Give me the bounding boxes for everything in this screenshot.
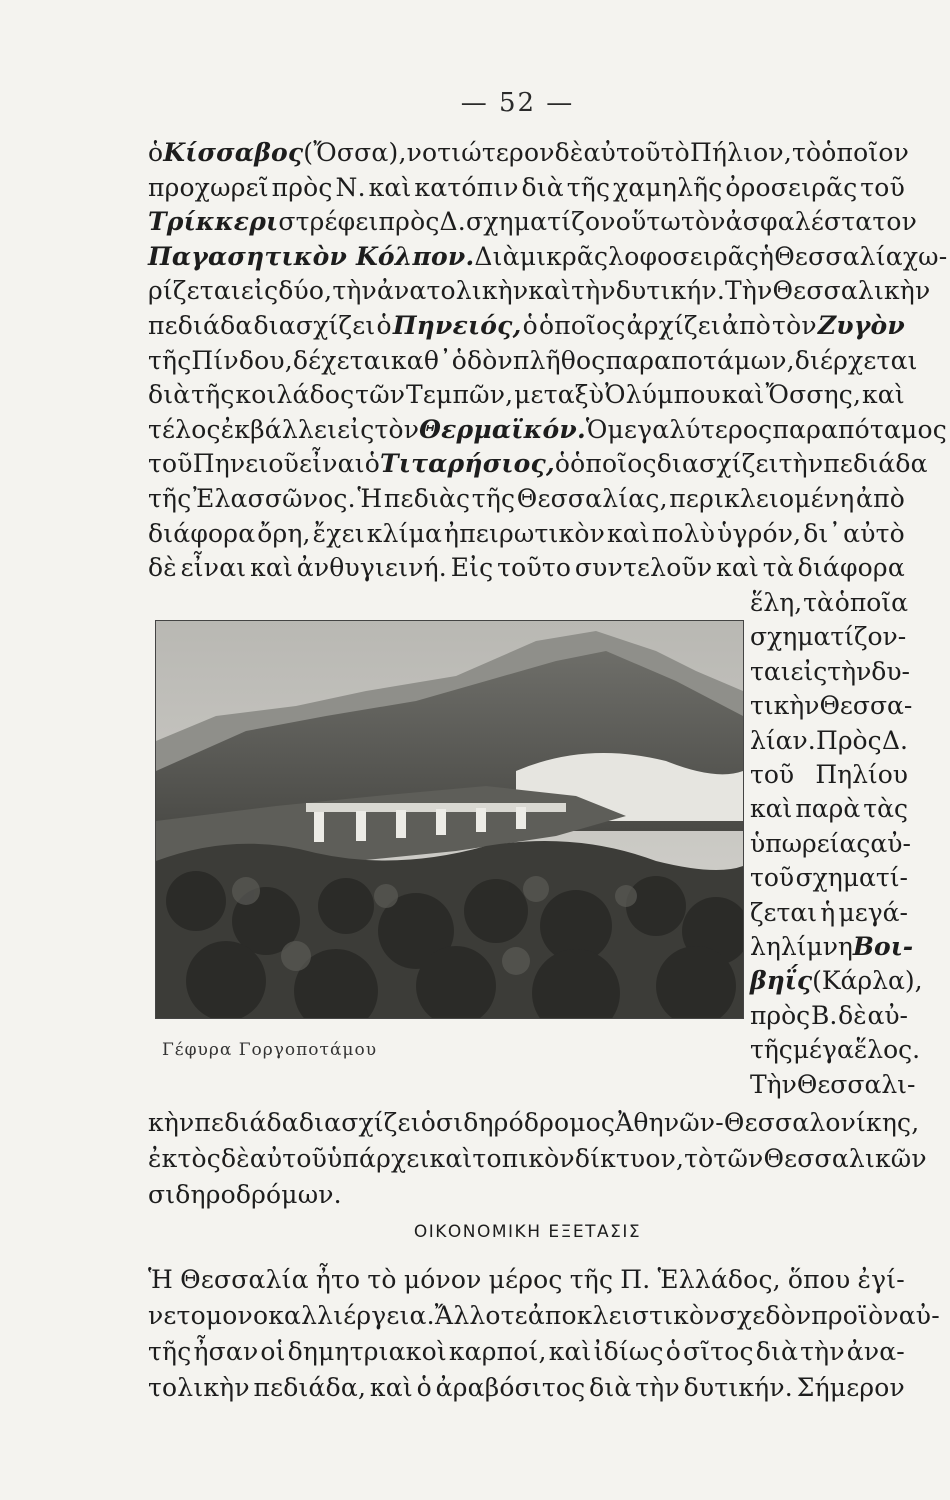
text-line [750, 620, 908, 654]
word: Ἑλλάδος, [657, 1265, 781, 1294]
word: Πίνδου, [191, 345, 293, 375]
word: σχεδὸν [719, 1301, 812, 1330]
word: δυτικήν. [615, 276, 726, 306]
word: προϊὸν [811, 1301, 899, 1330]
word: διὰ [589, 1373, 632, 1402]
word: Δ. [881, 725, 908, 755]
word: λίαν. [750, 725, 816, 755]
word: ἀραβόσιτος [435, 1373, 586, 1402]
text-line [750, 724, 908, 758]
word: (Κάρλα), [812, 966, 923, 996]
text-line [148, 1263, 905, 1297]
word: τῆς [191, 380, 235, 410]
word: ὁποῖον [821, 138, 910, 167]
word: ὁ [554, 449, 571, 479]
word: ὁ [364, 449, 380, 479]
word: διασχίζει [298, 1108, 421, 1137]
word: λίμνη [780, 932, 853, 961]
text-line [148, 171, 905, 205]
word: καὶ [861, 380, 905, 410]
word: Π. [620, 1265, 651, 1294]
word: πεδιάδα [194, 1108, 299, 1137]
word: τὴν [800, 1337, 845, 1366]
word: εἰς [240, 276, 279, 306]
word: τοπικὸν [472, 1144, 575, 1173]
word: καὶ [429, 1144, 473, 1173]
word: δὲ [554, 138, 584, 167]
word: αὐ- [870, 828, 911, 858]
word: καρποί, [448, 1337, 547, 1366]
emphasized-term: Τιταρήσιος, [379, 449, 555, 479]
word: καὶ [721, 380, 765, 410]
word: ἠπειρωτικὸν [444, 518, 605, 548]
word: καὶ [750, 794, 793, 824]
word: Ἡ [357, 484, 383, 513]
word: τὸν [680, 207, 726, 237]
word: τοῦ [148, 449, 193, 479]
text-line [148, 413, 947, 447]
word: ται [750, 656, 791, 686]
word: ἦσαν [193, 1337, 259, 1366]
word: ὁ [416, 1373, 432, 1402]
word: Ἀθηνῶν [615, 1108, 716, 1137]
word: Ν. [335, 172, 366, 202]
word: ἀνθυγιεινή. [296, 553, 447, 583]
word: ἀπὸ [856, 484, 905, 513]
word: ὁ [376, 311, 392, 340]
word: καὶ [528, 276, 572, 306]
word: ἀποκλειστικὸν [527, 1301, 720, 1330]
word: διὰ [148, 380, 191, 410]
emphasized-term: Ζυγὸν [817, 311, 905, 340]
word: μεγαλύτερος [607, 414, 773, 444]
word: τὸ [660, 138, 690, 167]
word: Ἡ [148, 1265, 174, 1294]
emphasized-term: Παγασητικὸν Κόλπον. [148, 241, 475, 271]
word: τέλος [148, 414, 221, 444]
word: δυ- [871, 656, 910, 686]
word: τὸ [791, 138, 822, 167]
word: τὰ [762, 553, 794, 583]
word: δι᾽ [803, 518, 842, 548]
word: δὲ [838, 1000, 867, 1030]
text-line [750, 827, 911, 861]
text-line [148, 344, 918, 378]
word: Θεσσαλικῶν [763, 1144, 927, 1173]
word: περικλειομένη [669, 484, 855, 513]
word: ὁποῖος [538, 311, 626, 340]
word: ὁ [665, 1337, 681, 1366]
word: καὶ [369, 1373, 413, 1402]
text-line [750, 896, 908, 930]
word: λοφοσειρᾶς [608, 241, 760, 271]
word: οὕτω [615, 207, 681, 237]
word: κοιλάδος [235, 380, 355, 410]
text-line [750, 999, 908, 1033]
word: ὁ [522, 311, 538, 340]
text-line [148, 274, 931, 308]
word: ἀρχίζει [626, 311, 721, 340]
word: ζεται [750, 897, 818, 927]
word: μόνον [403, 1265, 482, 1294]
word: τολικὴν [148, 1373, 250, 1402]
word: τῆς [569, 1265, 614, 1294]
text-line [750, 758, 908, 792]
word: οἱ [260, 1337, 286, 1366]
section-heading: ΟΙΚΟΝΟΜΙΚΗ ΕΞΕΤΑΣΙΣ [413, 1222, 642, 1242]
word: εἰς [790, 656, 828, 686]
word: τῆς [148, 1337, 192, 1366]
word: ὑπάρχει [326, 1144, 430, 1173]
word: τὸν [374, 414, 420, 444]
word: Θεσσαλία [180, 1265, 309, 1294]
word: εἶναι [180, 553, 247, 583]
word: σιδηροδρόμων. [148, 1180, 342, 1209]
word: τὰ [803, 588, 834, 617]
word: Πηλίου [815, 760, 908, 789]
emphasized-term: Πηνειός, [392, 311, 522, 340]
word: ὅπου [787, 1265, 851, 1294]
word: τῶν [355, 380, 406, 410]
word: διὰ [755, 1337, 799, 1366]
word: σῖτος [682, 1337, 754, 1366]
emphasized-term: βηΐς [750, 966, 813, 996]
word: ὁποῖος [570, 449, 657, 479]
text-line [148, 1142, 927, 1176]
word: ὑπωρείας [750, 828, 871, 858]
word: καὶ [716, 553, 759, 583]
word: τὴν [635, 1373, 680, 1402]
word: ἀνα- [846, 1337, 905, 1366]
text-line [148, 1335, 905, 1369]
word: μέγα [792, 1035, 854, 1065]
word: τὴν [332, 276, 377, 306]
word: πεδιὰς [383, 484, 471, 513]
word: ἡ [759, 241, 775, 271]
word: κλίμα [366, 518, 443, 548]
word: ὄρη, [257, 518, 311, 548]
word: (Ὄσσα), [303, 138, 407, 167]
text-line [148, 1178, 905, 1212]
text-line [750, 655, 908, 689]
word: Θεσσαλικὴν [772, 276, 931, 306]
word: ἀπὸ [721, 311, 771, 340]
emphasized-term: Βοι- [852, 932, 914, 961]
word: μονοκαλλιέργεια. [205, 1301, 435, 1330]
word: ἀσφαλέστατον [725, 207, 918, 237]
word: ἀνατολικὴν [376, 276, 529, 306]
word: πεδιάδα [823, 449, 928, 479]
word: σιδηρόδρομος [435, 1108, 616, 1137]
word: - [715, 1108, 724, 1137]
text-line [750, 964, 923, 998]
word: λη [750, 932, 781, 961]
word: Ὁ [585, 414, 608, 444]
word: τὸν [772, 311, 817, 340]
word: διὰ [521, 172, 564, 202]
word: ἔχει [312, 518, 365, 548]
word: δέχεται [292, 345, 391, 375]
text-line [750, 689, 913, 723]
word: Τὴν [725, 276, 773, 306]
word: τὴν [827, 656, 872, 686]
text-line [148, 447, 928, 481]
word: αὐ- [898, 1301, 940, 1330]
page-number: — 52 — [460, 88, 575, 118]
text-line [148, 240, 948, 274]
text-line [148, 378, 905, 412]
text-line [750, 861, 908, 895]
word: πεδιάδα, [253, 1373, 367, 1402]
emphasized-term: Θερμαϊκόν. [419, 414, 586, 444]
word: τῆς [148, 345, 192, 375]
word: διάφορα [797, 553, 905, 583]
word: μικρᾶς [519, 241, 609, 271]
word: δὲ [220, 1144, 250, 1173]
word: Ὀλύμπου [605, 380, 721, 410]
word: διέρχεται [794, 345, 918, 375]
word: Δ. [439, 207, 466, 237]
word: παραποτάμων, [605, 345, 795, 375]
word: δυτικήν. [683, 1373, 793, 1402]
word: ἦτο [315, 1265, 361, 1294]
word: Τεμπῶν, [406, 380, 514, 410]
word: τοῦ [860, 172, 905, 202]
word: ὑγρόν, [717, 518, 802, 548]
word: χω- [902, 241, 948, 271]
word: τοῦτο [497, 553, 572, 583]
emphasized-term: Τρίκκερι [148, 207, 279, 237]
word: ἐγί- [857, 1265, 905, 1294]
word: αὐ- [867, 1000, 908, 1030]
word: κατόπιν [414, 172, 519, 202]
word: νοτιώτερον [406, 138, 555, 167]
text-line [148, 1106, 920, 1140]
word: δημητριακοὶ [287, 1337, 447, 1366]
text-line [750, 586, 908, 620]
word: προχωρεῖ [148, 172, 269, 202]
word: ἐκβάλλει [220, 414, 338, 444]
word: πρὸς [378, 207, 440, 237]
emphasized-term: Κίσσαβος [163, 138, 304, 167]
text-line [148, 1299, 940, 1333]
word: τῆς [750, 1035, 793, 1065]
text-line [750, 930, 914, 964]
word: διασχίζει [253, 311, 376, 340]
word: ρίζεται [148, 276, 241, 306]
word: τῆς [471, 484, 516, 513]
word: εἰς [337, 414, 375, 444]
text-line [750, 792, 908, 826]
word: αὐτοῦ [249, 1144, 327, 1173]
word: Θεσσαλίας, [516, 484, 668, 513]
word: στρέφει [278, 207, 379, 237]
word: μεγά- [838, 897, 908, 927]
word: δίκτυον, [574, 1144, 685, 1173]
word: ἡ [820, 897, 836, 927]
word: δὲ [148, 553, 177, 583]
word: τὴν [571, 276, 616, 306]
text-line [148, 309, 905, 343]
word: καὶ [548, 1337, 592, 1366]
word: κὴν [148, 1108, 195, 1137]
word: Σήμερον [796, 1373, 905, 1402]
text-line [148, 1371, 905, 1405]
word: τοῦ [750, 760, 795, 789]
text-line [148, 551, 905, 585]
word: Ἐλασσῶνος. [192, 484, 356, 513]
word: παρὰ [795, 794, 861, 824]
word: ἕλη, [750, 588, 803, 617]
text-line [148, 205, 918, 239]
word: ὁ [148, 138, 164, 167]
word: τικὴν [750, 691, 820, 721]
word: πρὸς [750, 1000, 811, 1030]
word: διασχίζει [656, 449, 779, 479]
word: Ἄλλοτε [434, 1301, 528, 1330]
word: τὰς [863, 794, 908, 824]
word: Β. [811, 1000, 838, 1030]
word: Εἰς [450, 553, 494, 583]
word: σχηματίζον [465, 207, 616, 237]
word: αὐτὸ [843, 518, 905, 548]
word: μεταξὺ [514, 380, 605, 410]
word: συντελοῦν [574, 553, 713, 583]
word: σχηματίζον- [750, 622, 907, 652]
word: τῆς [566, 172, 611, 202]
word: σχηματί- [795, 863, 908, 893]
word: Θεσσα- [819, 691, 913, 721]
word: εἶναι [299, 449, 365, 479]
word: ὁ [420, 1108, 436, 1137]
word: τὸ [684, 1144, 714, 1173]
word: δύο, [278, 276, 333, 306]
text-line [750, 1068, 916, 1102]
word: Τὴν [750, 1069, 797, 1099]
word: τῆς [148, 484, 192, 513]
gorgopotamos-bridge-image [156, 621, 743, 1018]
word: ἰδίως [593, 1337, 664, 1366]
word: Θεσσαλι- [796, 1069, 916, 1099]
word: πλῆθος [512, 345, 606, 375]
word: τῶν [713, 1144, 764, 1173]
word: παραπόταμος [772, 414, 947, 444]
word: τοῦ [750, 863, 795, 893]
word: ὁποῖα [834, 588, 908, 617]
word: ἕλος. [853, 1035, 921, 1065]
word: Θεσσαλία [774, 241, 903, 271]
word: καθ᾽ [390, 345, 452, 375]
word: Πρὸς [816, 725, 882, 755]
word: ἐκτὸς [148, 1144, 221, 1173]
word: Πήλιον, [689, 138, 792, 167]
text-line [148, 517, 905, 551]
text-line [148, 136, 910, 170]
word: διάφορα [148, 518, 256, 548]
word: Ὄσσης, [765, 380, 862, 410]
word: καὶ [250, 553, 293, 583]
word: Πηνειοῦ [192, 449, 300, 479]
word: πεδιάδα [148, 311, 253, 340]
word: πρὸς [271, 172, 333, 202]
word: ὁδὸν [451, 345, 513, 375]
word: καὶ [368, 172, 412, 202]
photo-caption: Γέφυρα Γοργοποτάμου [162, 1040, 378, 1060]
word: μέρος [488, 1265, 563, 1294]
word: νετο [148, 1301, 206, 1330]
word: τὸ [367, 1265, 397, 1294]
text-line [750, 1033, 921, 1067]
word: ὀροσειρᾶς [725, 172, 858, 202]
word: χαμηλῆς [613, 172, 723, 202]
word: πολὺ [651, 518, 716, 548]
word: Διὰ [474, 241, 520, 271]
text-line [148, 482, 905, 516]
word: Θεσσαλονίκης, [723, 1108, 920, 1137]
word: τὴν [778, 449, 824, 479]
bridge-photo [155, 620, 744, 1019]
word: αὐτοῦ [583, 138, 661, 167]
word: καὶ [606, 518, 650, 548]
